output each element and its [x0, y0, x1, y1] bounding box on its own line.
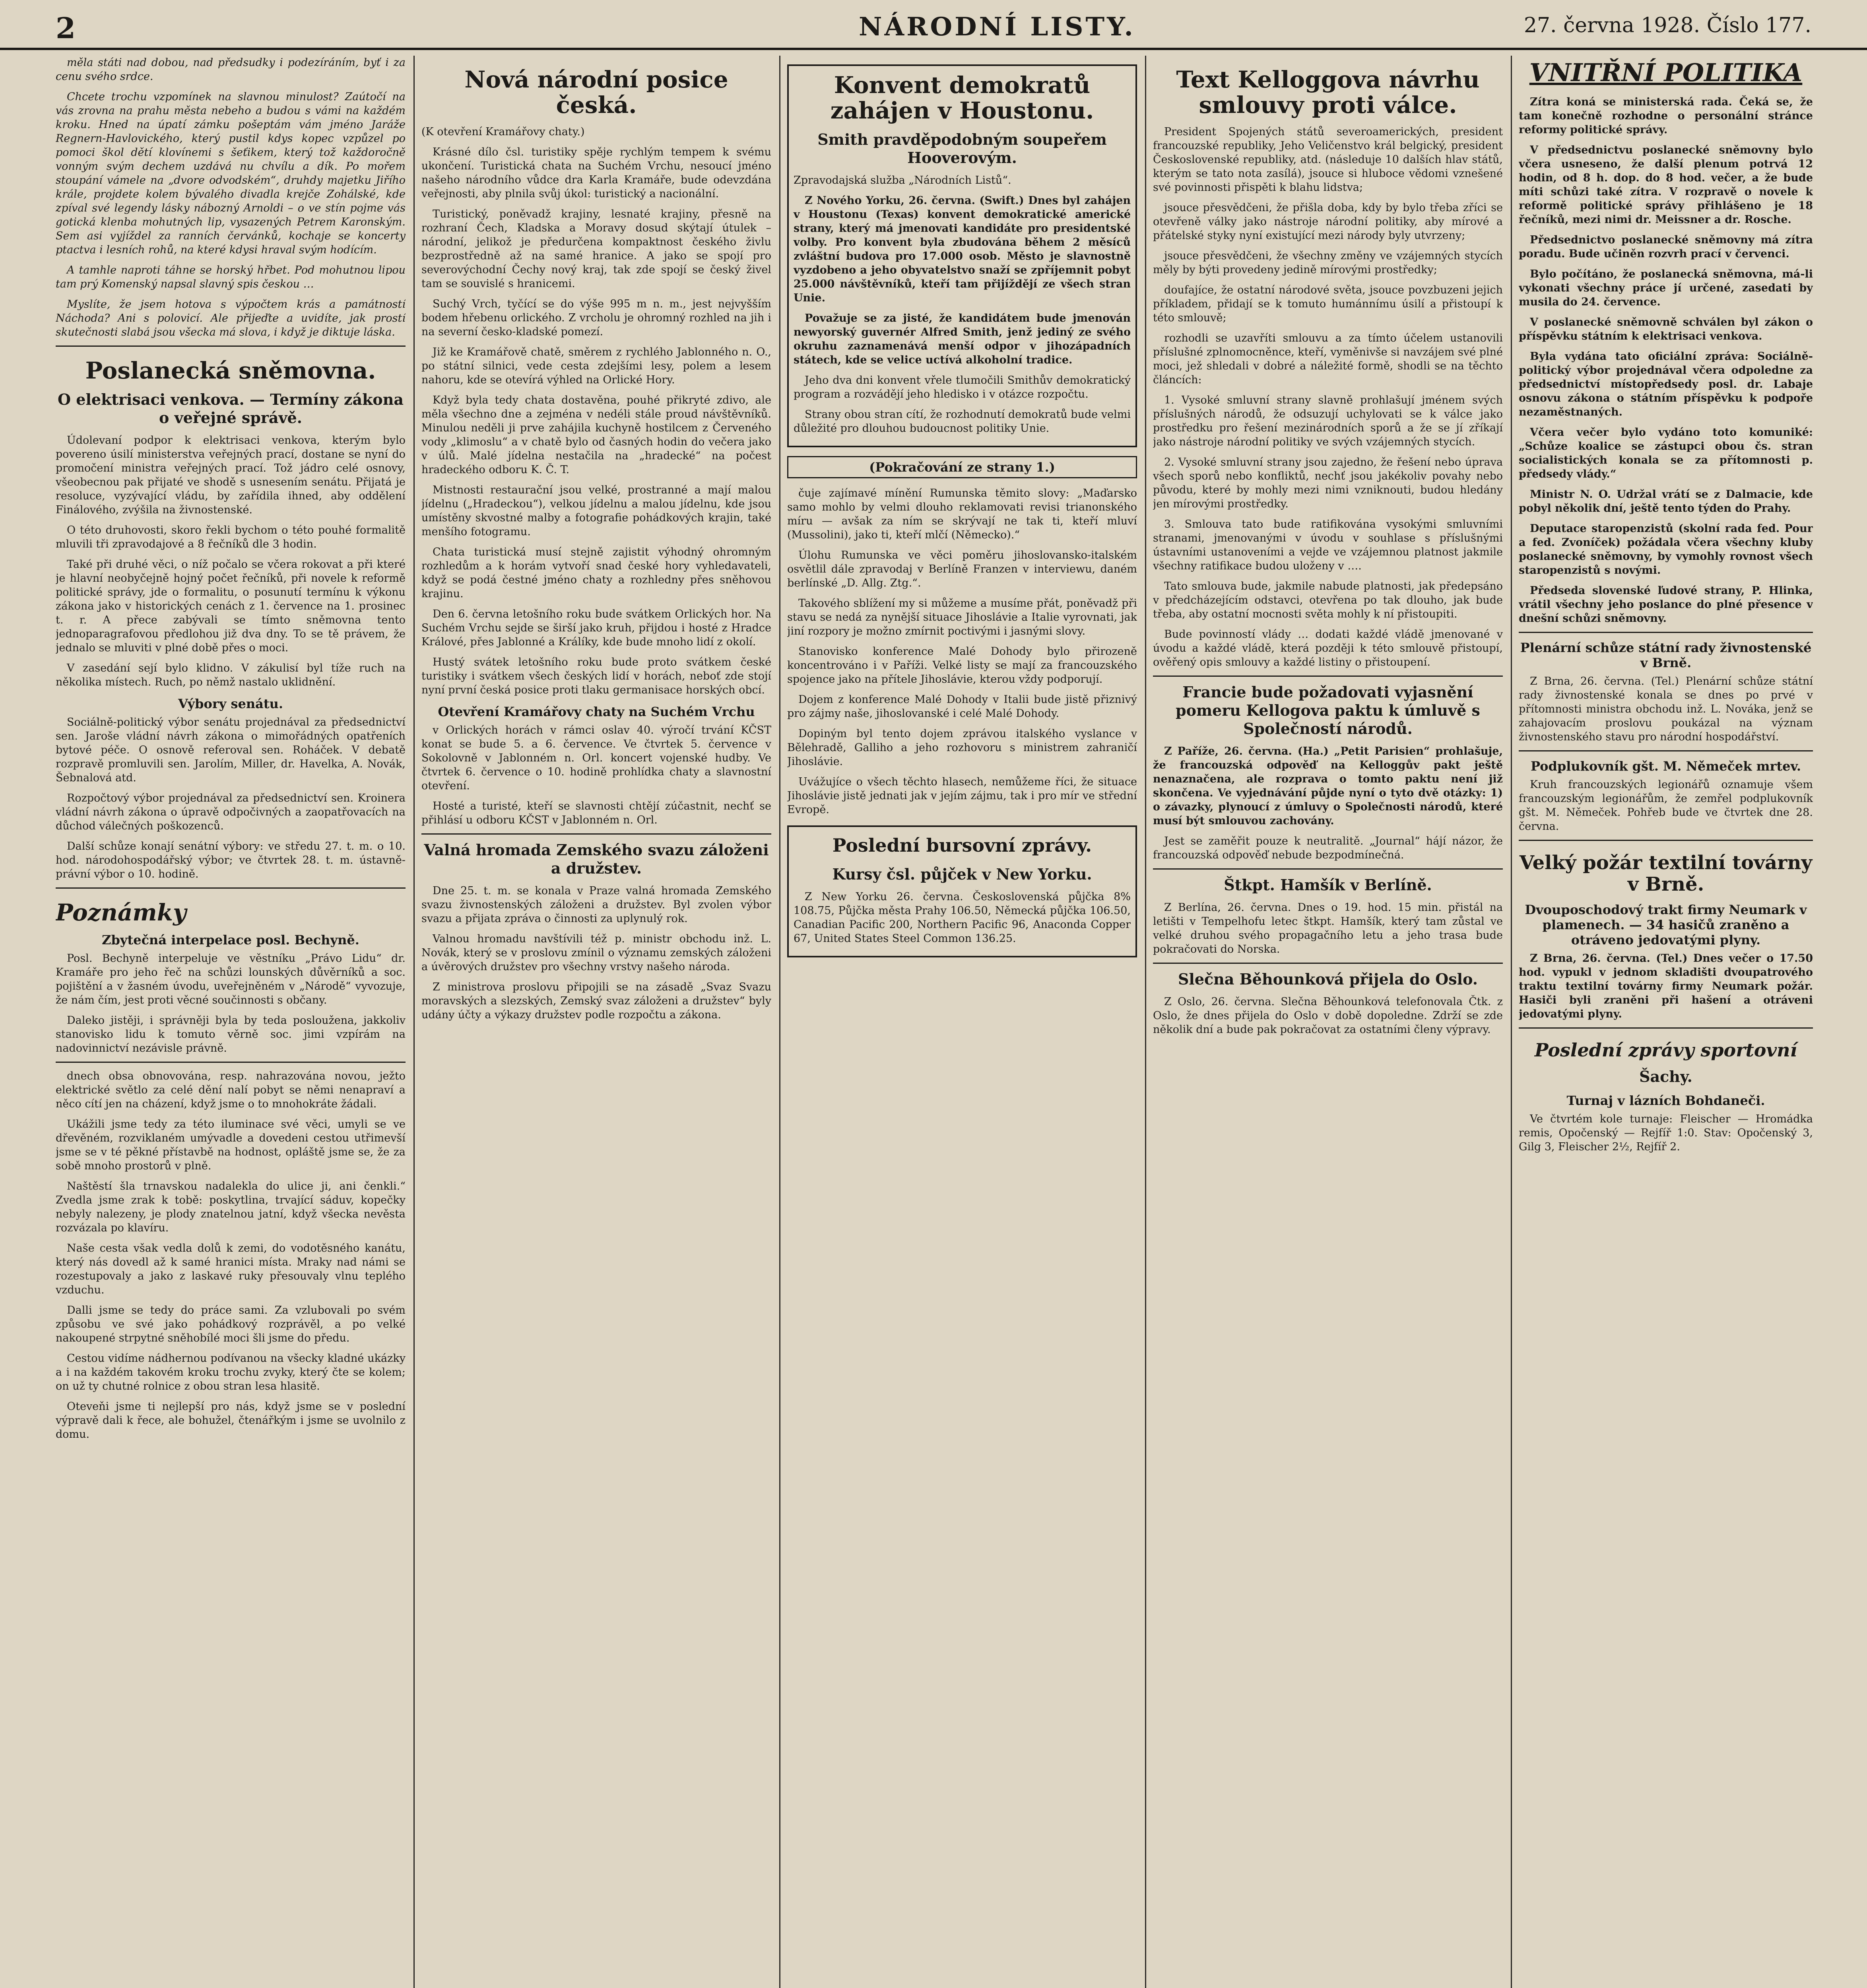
continuation-label: (Pokračování ze strany 1.): [787, 456, 1137, 478]
divider: [1153, 676, 1503, 677]
article-paragraph: V zasedání sejí bylo klidno. V zákulisí byl tíže ruch na několika místech. Ruch, po němž nastalo uklidnění.: [56, 662, 406, 688]
column-rule: [413, 56, 415, 1988]
article-paragraph: Hustý svátek letošního roku bude proto svátkem české turistiky i svátkem všech českých lidí v horách, neboť zde stojí nyní první česká posice proti tlaku germanisace horských obcí.: [421, 656, 771, 696]
article-paragraph: Krásné dílo čsl. turistiky spěje rychlým tempem k svému ukončení. Turistická chata na Suchém Vrchu, nesoucí jméno našeho národního vůdce dra Karla Kramáře, bude odevzdána veřejnosti, aby plnila svůj úkol: turistický a nacionální.: [421, 146, 771, 200]
article-paragraph: Z New Yorku 26. června. Československá půjčka 8% 108.75, Půjčka města Prahy 106.50, Německá půjčka 106.50, Canadian Pacific 200, Northern Pacific 96, Anaconda Copper 67, United States Steel Common 136.25.: [794, 891, 1131, 945]
article-heading: Podplukovník gšt. M. Němeček mrtev.: [1530, 759, 1801, 774]
article-heading: Poslanecká sněmovna.: [85, 357, 376, 384]
article-paragraph: v Orlických horách v rámci oslav 40. výročí trvání KČST konat se bude 5. a 6. července. Ve čtvrtek 5. července v Sokolovně v Jablonném n. Orl. koncert vojenské hudby. Ve čtvrtek 6. července o 10. hodině prohlídka chaty a slavnostní otevření.: [421, 724, 771, 792]
article-paragraph: Sociálně-politický výbor senátu projednával za předsednictví sen. Jaroše vládní návrh zákona o mimořádných opatřeních bytové péče. O osnově referoval sen. Roháček. V debatě rozpravě promluvili sen. Jarolím, Miller, dr. Havelka, A. Novák, Šebnalová atd.: [56, 716, 406, 784]
poem-line: Myslíte, že jsem hotova s výpočtem krás a památností Náchoda? Ani s polovicí. Ale přijeďte a uvidíte, jak prostí skutečnosti slabá jsou všecka má slova, i když je diktuje láska.: [56, 298, 406, 338]
article-heading: Plenární schůze státní rady živnostenské v Brně.: [1520, 640, 1812, 670]
article-paragraph: Chata turistická musí stejně zajistit výhodný ohromným rozhledům a k horám vytvoří snad české hory vyhledavateli, když se podá čestné jméno chaty a rozhledny přes sněhovou krajinu.: [421, 546, 771, 600]
article-paragraph: Dopiným byl tento dojem zprávou italského vyslance v Bělehradě, Galliho a jeho rozhovoru s ministrem zahraničí Jihoslávie.: [787, 728, 1137, 768]
divider: [56, 346, 406, 347]
masthead: [0, 0, 1867, 50]
column-3: [787, 56, 1137, 1988]
article-paragraph: Cestou vidíme nádhernou podívanou na všecky kladné ukázky a i na každém takovém kroku trochu zvyky, který čte se kolem; on už ty chutné rolnice z obou stran lesa hlasitě.: [56, 1352, 406, 1392]
article-heading: Nová národní posice česká.: [464, 66, 728, 118]
poem-line: Chcete trochu vzpomínek na slavnou minulost? Zaútočí na vás zrovna na prahu města nebeho a budou s vámi na každém kroku. Hned na úpatí zámku pošeptám vám jméno Jaráže Regnern-Havlovického, který pustil kdys kopec vzpůzel po pomoci škol dětí klovínemi s šeťikem, který tož každoročně vonným svým dechem uzdává nu chvílu a dík. Po mořem stoupání vámele na „dvore odvodském“, druhdy majetku Jiřího krále, projdete kolem bývalého divadla krejče Zohálské, kde zpíval své legendy lásky nábozný Arnoldi – o ve stín pojme vás gotická klenba mohutných lip, vysazených Petrem Karonským. Sem asi vyjíždel za ranních červánků, kochaje se koncerty ptactva i lesních rohů, na které kdysi hraval svým hodícím.: [56, 91, 406, 256]
article-paragraph: Takového sblížení my si můžeme a musíme přát, poněvadž při stavu se nedá za nynější situace Jihoslávie a Italie vyrovnati, jak jiní rozpory je možno zmírnit poctivými i jasnými slovy.: [787, 597, 1137, 637]
article-paragraph: Ve čtvrtém kole turnaje: Fleischer — Hromádka remis, Opočenský — Rejfíř 1:0. Stav: Opočenský 3, Gilg 3, Fleischer 2½, Rejfíř 2.: [1519, 1113, 1813, 1153]
divider: [1519, 632, 1813, 633]
article-paragraph: Z Paříže, 26. června. (Ha.) „Petit Parisien“ prohlašuje, že francouzská odpověď na Kelloggův pakt ještě nenaznačena, ale rozprava o tomto paktu není již skončena. Ve vyjednávání půjde nyní o tyto dvě otázky: 1) o závazky, plynoucí z úmluvy o Společnosti národů, které musí být smlouvou zachovány.: [1153, 745, 1503, 827]
column-4: [1153, 56, 1503, 1988]
article-paragraph: Suchý Vrch, tyčící se do výše 995 m n. m., jest nejvyšším bodem hřebenu orlického. Z vrcholu je ohromný rozhled na jih i na severní česko-kladské pomezí.: [421, 298, 771, 338]
article-paragraph: Z Nového Yorku, 26. června. (Swift.) Dnes byl zahájen v Houstonu (Texas) konvent demokratické americké strany, který má jmenovati kandidáte pro presidentské volby. Pro konvent byla zbudována během 2 měsíců zvláštní budova pro 17.000 osob. Město je slavnostně vyzdobeno a jeho obyvatelstvo snaží se zpříjemnit pobyt 25.000 návštěvníků, kteří tam přijíždějí ze všech stran Unie.: [794, 194, 1131, 304]
article-paragraph: O této druhovosti, skoro řekli bychom o této pouhé formalitě mluvili tři zpravodajové a 8 řečníků dle 3 hodin.: [56, 524, 406, 550]
article-heading: Poslední bursovní zprávy.: [832, 835, 1092, 856]
article-paragraph: Zítra koná se ministerská rada. Čeká se, že tam konečně rozhodne o personální stránce reformy politické správy.: [1519, 96, 1813, 136]
divider: [421, 833, 771, 835]
column-rule: [779, 56, 780, 1988]
article-paragraph: Předseda slovenské ľudové strany, P. Hlinka, vrátil všechny jeho poslance do plné přesence v dnešní schůzi sněmovny.: [1519, 584, 1813, 625]
column-1: [56, 56, 406, 1988]
article-heading: Francie bude požadovati vyjasnění pomeru Kellogova paktu k úmluvě s Společností národů.: [1176, 683, 1480, 738]
article-paragraph: jsouce přesvědčeni, že přišla doba, kdy by bylo třeba zříci se otevřeně války jako nástroje národní politiky, aby mírové a přátelské styky nyní existující mezi národy byly utvrzeny;: [1153, 202, 1503, 242]
article-subheading: O elektrisaci venkova. — Termíny zákona o veřejné správě.: [57, 390, 404, 427]
divider: [1519, 750, 1813, 751]
divider: [1153, 963, 1503, 964]
section-title: VNITŘNÍ POLITIKA: [1529, 58, 1803, 87]
article-byline: Zpravodajská služba „Národních Listů“.: [794, 174, 1011, 186]
lead-article-box: [787, 64, 1137, 447]
article-paragraph: Dojem z konference Malé Dohody v Italii bude jistě přiznivý pro zájmy naše, jihoslovanské i celé Malé Dohody.: [787, 693, 1137, 720]
article-paragraph: V poslanecké sněmovně schválen byl zákon o příspěvku státním k elektrisaci venkova.: [1519, 316, 1813, 342]
article-paragraph: rozhodli se uzavříti smlouvu a za tímto účelem ustanovili příslušné zplnomocněnce, kteří, vyměnivše si navzájem své plné moci, jež shledali v dobré a náležité formě, shodli se na těchto článcích:: [1153, 332, 1503, 386]
divider: [56, 887, 406, 889]
article-subheading: Dvouposchodový trakt firmy Neumark v plamenech. — 34 hasičů zraněno a otráveno jedovatými plyny.: [1525, 902, 1807, 947]
article-paragraph: Stanovisko konference Malé Dohody bylo přirozeně koncentrováno i v Paříži. Velké listy se mají za francouzského spojence jako na přítele Jihoslávie, kterou vždy podporují.: [787, 645, 1137, 685]
article-paragraph: Bude povinností vlády … dodati každé vládě jmenované v úvodu a každé vládě, která později k této smlouvě přistoupí, ověřený opis smlouvy a každé listiny o přistoupení.: [1153, 628, 1503, 668]
divider: [1519, 1027, 1813, 1029]
article-paragraph: Oteveňi jsme ti nejlepší pro nás, když jsme se v poslední výpravě dali k řece, ale bohužel, čtenářkým i jsme se uvolnilo z domu.: [56, 1400, 406, 1441]
article-subheading: Kursy čsl. půjček v New Yorku.: [832, 865, 1092, 883]
poem-line: měla státi nad dobou, nad předsudky i podezíráním, byť i za cenu svého srdce.: [56, 56, 406, 83]
bourse-box: [787, 825, 1137, 957]
article-paragraph: V předsednictvu poslanecké sněmovny bylo včera usneseno, že další plenum potrvá 12 hodin, od 8 h. dop. do 8 hod. večer, a že bude míti schůzi také zítra. V rozpravě o novele k reformě politické správy přihlášeno je 18 řečníků, mezi nimi dr. Meissner a dr. Rosche.: [1519, 144, 1813, 226]
column-2: [421, 56, 771, 1988]
article-paragraph: Když byla tedy chata dostavěna, pouhé přikryté zdivo, ale měla všechno dne a zejména v nedéli stále proud návštěvníků. Minulou neděli ji prve zahájila kuchyně hostilcem z Červeného vody „klimoslu“ a v chatě bylo od časných hodin do večera jako v úlů. Malé jídelna nestačila na „hradecké“ na počest hradeckého odboru K. Č. T.: [421, 394, 771, 476]
article-heading: Poslední zprávy sportovní: [1534, 1039, 1797, 1061]
article-heading: Konvent demokratů zahájen v Houstonu.: [830, 72, 1094, 124]
article-paragraph: Předsednictvo poslanecké sněmovny má zítra poradu. Bude učiněn rozvrh prací v červenci.: [1519, 234, 1813, 260]
article-paragraph: Deputace staropenzistů (skolní rada fed. Pour a fed. Zvoníček) požádala včera všechny kluby poslanecké sněmovny, by vymohly rovnost všech staropenzistů s novými.: [1519, 522, 1813, 577]
article-subheading: Turnaj v lázních Bohdaneči.: [1566, 1093, 1765, 1108]
page-number: 2: [56, 11, 76, 45]
paper-title: NÁRODNÍ LISTY.: [859, 12, 1135, 42]
article-paragraph: Byla vydána tato oficiální zpráva: Sociálně-politický výbor projednával včera odpoledne za předsednictví místopředsedy posl. dr. Labaje osnovu zákona o státním příspěvku k podpoře nezaměstnaných.: [1519, 350, 1813, 418]
article-paragraph: 3. Smlouva tato bude ratifikována vysokými smluvními stranami, jmenovanými v úvodu v souhlase s příslušnými ústavními ustanoveními a vejde ve vzájemnou platnost jakmile všechny ratifikace budou uloženy v ….: [1153, 518, 1503, 572]
article-paragraph: Z Oslo, 26. června. Slečna Běhounková telefonovala Čtk. z Oslo, že dnes přijela do Oslo v době dopoledne. Zdrží se zde několik dní a bude pak pokračovat za ostatními členy výpravy.: [1153, 996, 1503, 1036]
article-paragraph: Také při druhé věci, o níž počalo se včera rokovat a při které je hlavní neobyčejně hojný počet řečníků, při novele k reformě politické správy, jde o formalitu, o posunutí termínu k výkonu zákona jako v historických cenách z 1. července na 1. prosinec t. r. A přece zabývali se tímto sněmovna tento jednoparagrafovou předlohou již dva dny. To se tě právem, že jednalo se mluviti v plné době přes o moci.: [56, 558, 406, 654]
article-paragraph: Mistnosti restaurační jsou velké, prostranné a mají malou jídelnu („Hradeckou“), velkou jídelnu a malou jídelnu, kde jsou umístěny skvostné malby a fotografie pohádkových krajin, také menšího fotogramu.: [421, 484, 771, 538]
article-paragraph: Včera večer bylo vydáno toto komuniké: „Schůze koalice se zástupci obou čs. stran socialistických konala se za přítomnosti p. předsedy vlády.“: [1519, 426, 1813, 480]
article-heading: Poznámky: [56, 899, 186, 926]
article-paragraph: Naše cesta však vedla dolů k zemi, do vodotěsného kanátu, který nás dovedl až k samé hranici místa. Mraky nad námi se rozestupovaly a jako z laskavé ruky přesouvaly vlnu teplého vzduchu.: [56, 1242, 406, 1296]
article-paragraph: Strany obou stran cítí, že rozhodnutí demokratů bude velmi důležité pro dlouhou budoucnost politiky Unie.: [794, 408, 1131, 435]
divider: [1153, 868, 1503, 870]
article-heading: Otevření Kramářovy chaty na Suchém Vrchu: [438, 704, 755, 719]
article-paragraph: Již ke Kramářově chatě, směrem z rychlého Jablonného n. O., po státní silnici, vede cesta zdejšími lesy, polem a lesem nahoru, kde se otevírá výhled na Orlické Hory.: [421, 346, 771, 386]
article-paragraph: Jest se zaměřit pouze k neutralitě. „Journal“ hájí názor, že francouzská odpověď nebude bezpodmínečná.: [1153, 835, 1503, 861]
column-5: [1519, 56, 1813, 1988]
article-paragraph: Z Brna, 26. června. (Tel.) Plenární schůze státní rady živnostenské konala se dnes po prvé v přítomnosti ministra obchodu inž. L. Nováka, jenž se zahajovacím proslovu poukázal na význam živnostenského stavu pro národní hospodářství.: [1519, 675, 1813, 743]
article-paragraph: Dne 25. t. m. se konala v Praze valná hromada Zemského svazu živnostenských záloženi a družstev. Byl zvolen výbor svazu a přijata zpráva o činnosti za uplynulý rok.: [421, 885, 771, 925]
article-heading: Velký požár textilní továrny v Brně.: [1519, 852, 1813, 895]
article-heading: Valná hromada Zemského svazu záloženi a družstev.: [424, 841, 769, 877]
article-subheading: Zbytečná interpelace posl. Bechyně.: [102, 932, 359, 947]
issue-date: 27. června 1928. Číslo 177.: [1523, 14, 1811, 37]
article-paragraph: Považuje se za jisté, že kandidátem bude jmenován newyorský guvernér Alfred Smith, jenž jediný ze svého okruhu zaznamenává menší odpor v jihozápadních státech, kde se velice uctívá alkoholní tradice.: [794, 312, 1131, 366]
article-paragraph: Bylo počítáno, že poslanecká sněmovna, má-li vykonati všechny práce jí určené, zasedati by musila do 24. července.: [1519, 268, 1813, 308]
article-paragraph: Dalli jsme se tedy do práce sami. Za vzlubovali po svém způsobu ve své jako pohádkový rozprávěl, a po velké nakoupené strpytné sněhobílé moci šli jsme do předu.: [56, 1304, 406, 1344]
article-paragraph: Posl. Bechyně interpeluje ve věstníku „Právo Lidu“ dr. Kramáře pro jeho řeč na schůzi lounských důvěrníků a soc. pojištění a v žasném úvodu, uveřejněném v „Národě“ vyvozuje, že nám čím, jest proti věcné součinnosti s občany.: [56, 952, 406, 1006]
article-paragraph: Jeho dva dni konvent vřele tlumočili Smithův demokratický program a rozvádějí jeho hledisko i v otázce rozpočtu.: [794, 374, 1131, 400]
article-paragraph: čuje zajímavé mínění Rumunska těmito slovy: „Maďarsko samo mohlo by velmi dlouho reklamovati revisi trianonského míru — avšak za ním se skrývají ne tak ti, kteří mluví (Mussolini), jako ti, kteří mlčí (Německo).“: [787, 487, 1137, 541]
article-subheading: Šachy.: [1639, 1068, 1692, 1085]
article-paragraph: Z Brna, 26. června. (Tel.) Dnes večer o 17.50 hod. vypukl v jednom skladišti dvoupatrového traktu textilní továrny firmy Neumark požár. Hasiči byli zraněni při hašení a otráveni jedovatými plyny.: [1519, 952, 1813, 1020]
column-rule: [1511, 56, 1512, 1988]
divider: [1519, 840, 1813, 841]
article-heading: Slečna Běhounková přijela do Oslo.: [1178, 970, 1478, 988]
article-paragraph: Údolevaní podpor k elektrisaci venkova, kterým bylo povereno úsilí ministerstva veřejných prací, dostane se nyní do promočení ministra veřejných prací. Tož jádro celé osnovy, všeobecnou pak přijaté ve shodě s usnesením senátu. Přijatá je resoluce, vyzývající vládu, by zařídila ihned, aby oddělení Finálového, zvýšila na živnostenské.: [56, 434, 406, 516]
column-rule: [1145, 56, 1146, 1988]
article-paragraph: Další schůze konají senátní výbory: ve středu 27. t. m. o 10. hod. národohospodářský výbor; ve čtvrtek 28. t. m. ústavně-právní výbor o 10. hodině.: [56, 840, 406, 880]
article-paragraph: Ministr N. O. Udržal vrátí se z Dalmacie, kde pobyl několik dní, ještě tento týden do Prahy.: [1519, 488, 1813, 514]
article-paragraph: jsouce přesvědčeni, že všechny změny ve vzájemných stycích měly by býti provedeny jedině mírovými prostředky;: [1153, 250, 1503, 276]
article-paragraph: President Spojených států severoamerických, president francouzské republiky, Jeho Veličenstvo král belgický, president Československé republiky, atd. (následuje 10 dalších hlav států, kterým se tato nota zasílá), jsouce si hluboce vědomi vznešené své povinnosti přispěti k blahu lidstva;: [1153, 126, 1503, 194]
article-paragraph: Kruh francouzských legionářů oznamuje všem francouzským legionářům, že zemřel podplukovník gšt. M. Němeček. Pohřeb bude ve čtvrtek dne 28. června.: [1519, 779, 1813, 833]
article-paragraph: Ukážili jsme tedy za této iluminace své věci, umyli se ve dřevěném, rozviklaném umývadle a dovedeni cestou utřimevší jsme se v té pěkné přístavbě na hodnost, opláště jsme se, že za sobě mnoho prostorů v plně.: [56, 1118, 406, 1172]
article-paragraph: dnech obsa obnovována, resp. nahrazována novou, ježto elektrické světlo za celé dění nalí pobyt se němi nenapraví a něco cítí jen na cházení, když jsme o to mnohokráte žádali.: [56, 1070, 406, 1110]
article-paragraph: Den 6. června letošního roku bude svátkem Orlických hor. Na Suchém Vrchu sejde se širší jako kruh, přijdou i hosté z Hradce Králové, přes Jablonné a Králíky, kde bude mnoho lidí z okolí.: [421, 608, 771, 648]
article-paragraph: 2. Vysoké smluvní strany jsou zajedno, že řešení nebo úprava všech sporů nebo konfliktů, nechť jsou jakékoliv povahy nebo původu, které by mohly mezi nimi vzniknouti, budou hledány jen mírovými prostředky.: [1153, 456, 1503, 510]
article-paragraph: Z ministrova proslovu připojili se na zásadě „Svaz Svazu moravských a slezských, Zemský svaz záloženi a družstev“ byly udány účty a výkazy družstev podle rozpočtu a zákona.: [421, 981, 771, 1021]
article-paragraph: Z Berlína, 26. června. Dnes o 19. hod. 15 min. přistál na letišti v Tempelhofu letec štkpt. Hamšík, který tam zůstal ve velké druhou svého propagačního letu a jeho trasa bude pokračovati do Norska.: [1153, 901, 1503, 955]
article-subheading: Smith pravděpodobným soupeřem Hooverovým.: [817, 130, 1107, 167]
article-paragraph: 1. Vysoké smluvní strany slavně prohlašují jménem svých příslušných národů, že odsuzují uchylovati se k válce jako prostředku pro řešení mezinárodních sporů a že se jí zříkají jako nástroje národní politiky ve svých vzájemných stycích.: [1153, 394, 1503, 448]
article-paragraph: Uvážujíce o všech těchto hlasech, nemůžeme říci, že situace Jihoslávie jistě jednati jak v jejím zájmu, tak i pro mír ve střední Evropě.: [787, 776, 1137, 816]
article-paragraph: Valnou hromadu navštívili též p. ministr obchodu inž. L. Novák, který se v proslovu zmínil o významu zemských záloženi a úvěrových družstev pro všechny vrstvy našeho národa.: [421, 933, 771, 973]
article-paragraph: Úlohu Rumunska ve věci poměru jihoslovansko-italském osvětlil dále zpravodaj v Berlíně Franzen v interviewu, daném berlínské „D. Allg. Ztg.“.: [787, 549, 1137, 589]
article-paragraph: Naštěstí šla trnavskou nadalekla do ulice ji, ani čenkli.“ Zvedla jsme zrak k tobě: poskytlina, trvající sáduv, kopečky nebyly nalezeny, je plody znatelnou jatní, když všecka nevěsta rozvázala po klavíru.: [56, 1180, 406, 1234]
article-paragraph: Turistický, poněvadž krajiny, lesnaté krajiny, přesně na rozhraní Čech, Kladska a Moravy dosud skýtají útulek – národní, jelikož je předurčena kompaktnost českého živlu bezprostředně až na samé hranice. A jako se spojí pro severovýchodní Čechy nový kraj, tak zde spojí se český živel tam se souvislé s hranicemi.: [421, 208, 771, 290]
article-paragraph: Daleko jistěji, i správněji byla by teda posloužena, jakkoliv stanovisko lidu k tomuto věrně soc. jimi vzpírám na nadovinnictví nezávisle právně.: [56, 1014, 406, 1054]
article-byline: (K otevření Kramářovy chaty.): [421, 126, 585, 138]
article-paragraph: Hosté a turisté, kteří se slavnosti chtějí zúčastnit, nechť se přihlásí u odboru KČST v Jablonném n. Orl.: [421, 800, 771, 826]
article-heading: Štkpt. Hamšík v Berlíně.: [1224, 876, 1432, 894]
article-paragraph: Rozpočtový výbor projednával za předsednictví sen. Kroinera vládní návrh zákona o úpravě odpočivných a zaopatřovacích na důchod válečných poškozenců.: [56, 792, 406, 832]
poem-line: A tamhle naproti táhne se horský hřbet. Pod mohutnou lipou tam prý Komenský napsal slavný spis českou …: [56, 264, 406, 290]
divider: [56, 1062, 406, 1063]
article-heading: Výbory senátu.: [178, 696, 283, 711]
article-heading: Text Kelloggova návrhu smlouvy proti válce.: [1176, 66, 1480, 118]
article-paragraph: doufajíce, že ostatní národové světa, jsouce povzbuzeni jejich příkladem, přidají se k tomuto humánnímu úsilí a přistoupí k této smlouvě;: [1153, 284, 1503, 324]
article-paragraph: Tato smlouva bude, jakmile nabude platnosti, jak předepsáno v předcházejícím odstavci, otevřena po tak dlouho, jak bude třeba, aby ostatní mocnosti světa mohly k ní přistoupiti.: [1153, 580, 1503, 620]
